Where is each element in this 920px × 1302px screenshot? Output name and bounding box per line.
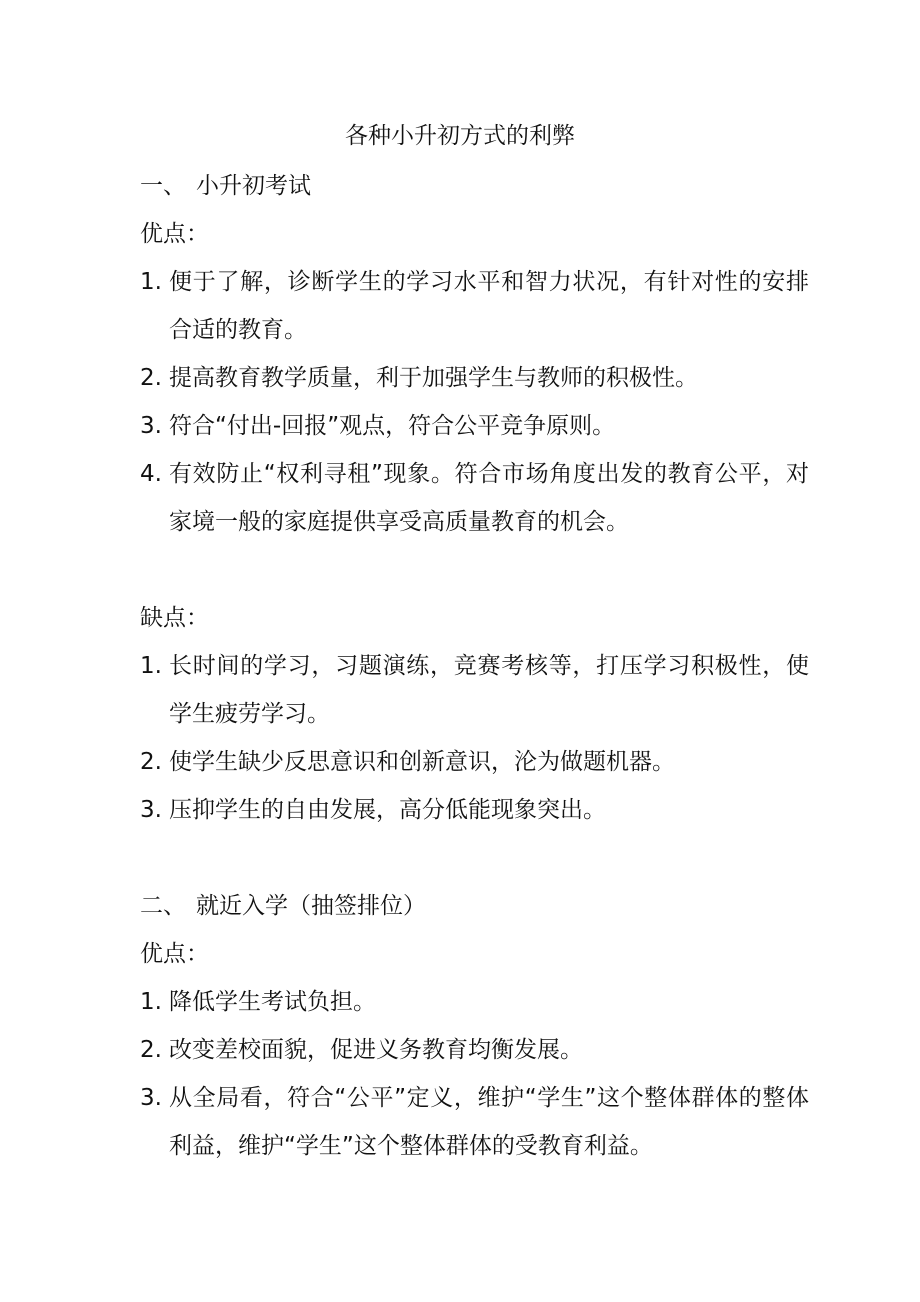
section-2-pro-3-text: 从全局看，符合“公平”定义，维护“学生”这个整体群体的整体利益，维护“学生”这个整体群体的受教育利益。 [169,1085,809,1159]
section-1-con-2-number: 2. [140,749,162,775]
section-1-heading: 小升初考试 [196,173,311,199]
section-1-pro-4-text: 有效防止“权利寻租”现象。符合市场角度出发的教育公平，对家境一般的家庭提供享受高质量教育的机会。 [169,461,809,535]
section-1-pro-1-text: 便于了解，诊断学生的学习水平和智力状况，有针对性的安排合适的教育。 [169,269,809,343]
section-1-con-1-number: 1. [140,653,162,679]
section-1-pros-label: 优点： [140,221,209,247]
section-2-pro-2-number: 2. [140,1037,162,1063]
section-1-con-3-text: 压抑学生的自由发展，高分低能现象突出。 [169,797,606,823]
section-2-pro-1-number: 1. [140,989,162,1015]
section-1-pro-2-text: 提高教育教学质量，利于加强学生与教师的积极性。 [169,365,698,391]
section-1-con-3-number: 3. [140,797,162,823]
section-1-pro-1-number: 1. [140,269,162,295]
section-2-pros-label: 优点： [140,941,209,967]
section-1-number: 一、 [140,173,186,199]
document-title: 各种小升初方式的利弊 [345,123,575,149]
section-1-cons-label: 缺点： [140,605,209,631]
section-2-pro-3-number: 3. [140,1085,162,1111]
section-1-pro-3-number: 3. [140,413,162,439]
section-1-pro-3-text: 符合“付出-回报”观点，符合公平竞争原则。 [169,413,616,439]
section-1-con-1-text: 长时间的学习，习题演练，竞赛考核等，打压学习积极性，使学生疲劳学习。 [169,653,809,727]
section-2-number: 二、 [140,893,186,919]
section-1-pro-4-number: 4. [140,461,162,487]
section-1-con-2-text: 使学生缺少反思意识和创新意识，沦为做题机器。 [169,749,675,775]
section-2-pro-1-text: 降低学生考试负担。 [169,989,376,1015]
section-2-pro-2-text: 改变差校面貌，促进义务教育均衡发展。 [169,1037,583,1063]
section-1-pro-2-number: 2. [140,365,162,391]
section-2-heading: 就近入学（抽签排位） [196,893,426,919]
